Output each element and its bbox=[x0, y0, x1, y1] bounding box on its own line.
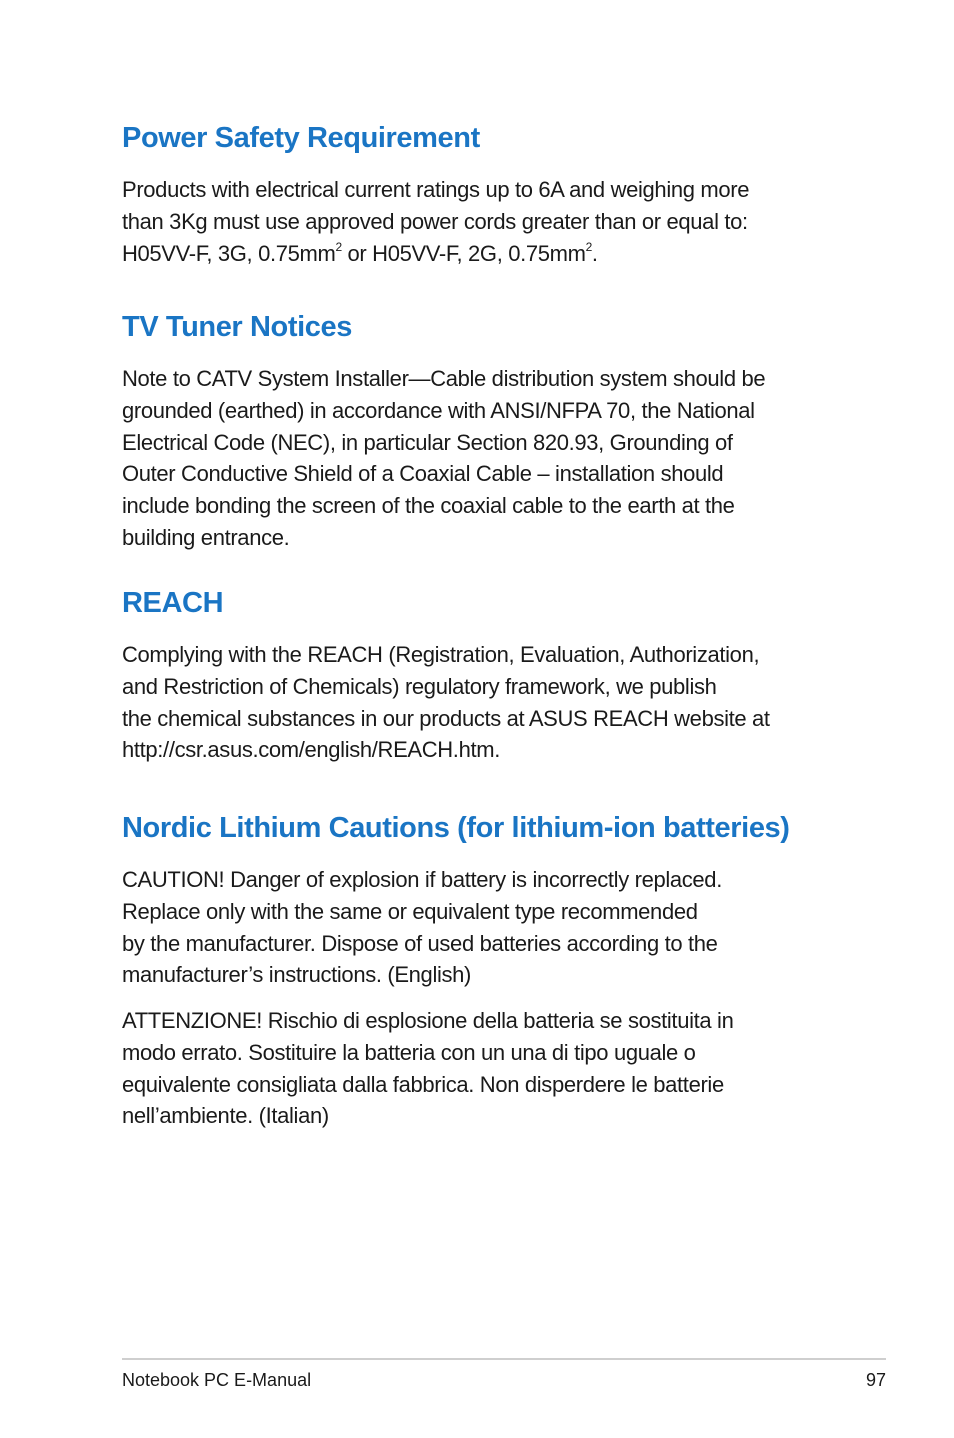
paragraph-line: than 3Kg must use approved power cords greater than or equal to: bbox=[122, 208, 748, 234]
paragraph-line: manufacturer’s instructions. (English) bbox=[122, 962, 472, 988]
paragraph-line: ATTENZIONE! Rischio di esplosione della batteria se sostituita in bbox=[122, 1008, 734, 1033]
paragraph-caution-italian bbox=[122, 1005, 838, 1132]
paragraph-line: Electrical Code (NEC), in particular Section 820.93, Grounding of bbox=[122, 429, 733, 455]
paragraph-line: Note to CATV System Installer—Cable distribution system should be bbox=[122, 366, 766, 391]
paragraph-tv-tuner bbox=[122, 363, 838, 554]
text-fragment: . bbox=[591, 240, 598, 266]
paragraph-line: CAUTION! Danger of explosion if battery is incorrectly replaced. bbox=[122, 867, 722, 892]
paragraph-line: and Restriction of Chemicals) regulatory framework, we publish bbox=[122, 673, 717, 699]
text-fragment: H05VV-F, 3G, 0.75mm bbox=[122, 240, 336, 266]
paragraph-line: the chemical substances in our products at ASUS REACH website at bbox=[122, 705, 770, 731]
heading-tv-tuner: TV Tuner Notices bbox=[122, 311, 352, 343]
superscript: 2 bbox=[585, 239, 592, 254]
paragraph-line: by the manufacturer. Dispose of used batteries according to the bbox=[122, 930, 718, 956]
text-fragment: or H05VV-F, 2G, 0.75mm bbox=[341, 240, 586, 266]
reach-url: http://csr.asus.com/english/REACH.htm. bbox=[122, 737, 500, 763]
paragraph-line: modo errato. Sostituire la batteria con un una di tipo uguale o bbox=[122, 1039, 696, 1065]
page-number: 97 bbox=[865, 1370, 886, 1390]
paragraph-caution-english bbox=[122, 864, 838, 991]
heading-power-safety: Power Safety Requirement bbox=[122, 122, 480, 154]
paragraph-power-safety bbox=[122, 174, 838, 269]
footer-divider bbox=[122, 1358, 886, 1360]
paragraph-line: Outer Conductive Shield of a Coaxial Cable – installation should bbox=[122, 461, 724, 487]
paragraph-line: equivalente consigliata dalla fabbrica. Non disperdere le batterie bbox=[122, 1071, 724, 1097]
paragraph-line: Replace only with the same or equivalent type recommended bbox=[122, 898, 698, 924]
paragraph-line: building entrance. bbox=[122, 524, 290, 550]
paragraph-line: nell’ambiente. (Italian) bbox=[122, 1103, 329, 1129]
paragraph-reach bbox=[122, 639, 838, 766]
footer-title: Notebook PC E-Manual bbox=[122, 1370, 312, 1390]
paragraph-line: Products with electrical current ratings up to 6A and weighing more bbox=[122, 177, 750, 202]
paragraph-line: grounded (earthed) in accordance with ANSI/NFPA 70, the National bbox=[122, 397, 755, 423]
paragraph-line bbox=[122, 238, 838, 270]
paragraph-line: include bonding the screen of the coaxial cable to the earth at the bbox=[122, 493, 735, 519]
paragraph-line: Complying with the REACH (Registration, Evaluation, Authorization, bbox=[122, 642, 760, 667]
heading-nordic-lithium: Nordic Lithium Cautions (for lithium-ion batteries) bbox=[122, 812, 790, 844]
superscript: 2 bbox=[335, 239, 342, 254]
heading-reach: REACH bbox=[122, 587, 224, 619]
